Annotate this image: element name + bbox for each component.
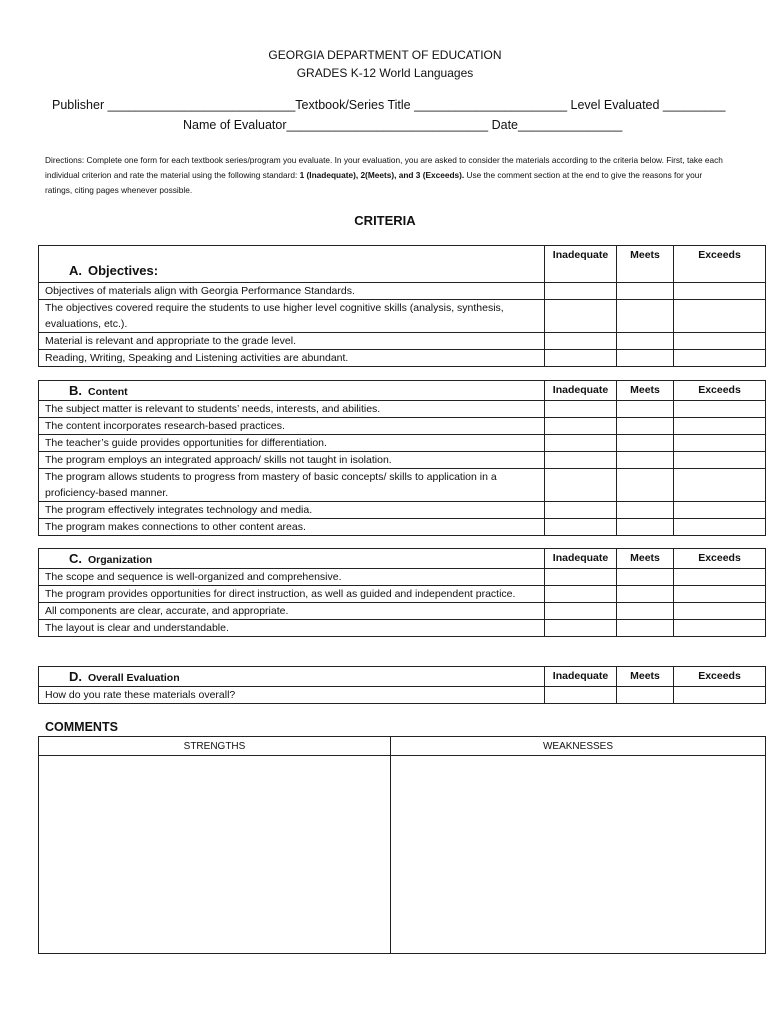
rating-cell[interactable] (617, 452, 674, 469)
rating-cell[interactable] (674, 620, 766, 637)
header-meets: Meets (617, 381, 674, 401)
header-meets: Meets (617, 667, 674, 687)
section-d-heading: D. Overall Evaluation (39, 667, 545, 687)
criterion-row: Objectives of materials align with Georgia Performance Standards. (39, 283, 766, 300)
criterion-row: The teacher’s guide provides opportunities for differentiation. (39, 435, 766, 452)
criterion-row: The layout is clear and understandable. (39, 620, 766, 637)
rating-cell[interactable] (674, 333, 766, 350)
rating-cell[interactable] (617, 469, 674, 502)
weaknesses-header: WEAKNESSES (391, 737, 766, 756)
header-inadequate: Inadequate (545, 667, 617, 687)
rating-cell[interactable] (674, 569, 766, 586)
rating-cell[interactable] (545, 418, 617, 435)
section-b-heading: B. Content (39, 381, 545, 401)
criterion-row: The objectives covered require the students to use higher level cognitive skills (analysis, synthesis, evaluations, etc.). (39, 300, 766, 333)
rating-cell[interactable] (674, 586, 766, 603)
rating-cell[interactable] (545, 435, 617, 452)
rating-cell[interactable] (674, 283, 766, 300)
criterion-row: All components are clear, accurate, and appropriate. (39, 603, 766, 620)
criterion-row: The content incorporates research-based practices. (39, 418, 766, 435)
publisher-textbook-level-fields[interactable]: Publisher ___________________________Textbook/Series Title ______________________ Level Evaluated _________ (52, 98, 726, 112)
header-exceeds: Exceeds (674, 246, 766, 283)
rating-cell[interactable] (617, 283, 674, 300)
section-c-table (38, 548, 766, 637)
rating-cell[interactable] (545, 452, 617, 469)
header-inadequate: Inadequate (545, 381, 617, 401)
rating-cell[interactable] (617, 502, 674, 519)
header-exceeds: Exceeds (674, 549, 766, 569)
directions-text: Directions: Complete one form for each textbook series/program you evaluate. In your evaluation, you are asked to consider the materials according to the criteria below. First, take each individual criterion and rate the material using the following standard: 1 (Inadequate), 2(Meets), and 3 (Exceeds). Use the comment section at the end to give the reasons for your ratings, citing pages whenever possible. (45, 155, 723, 195)
rating-cell[interactable] (617, 401, 674, 418)
rating-cell[interactable] (545, 300, 617, 333)
rating-cell[interactable] (674, 452, 766, 469)
criterion-row: The program makes connections to other content areas. (39, 519, 766, 536)
rating-cell[interactable] (674, 469, 766, 502)
rating-cell[interactable] (545, 401, 617, 418)
criterion-row: The program provides opportunities for direct instruction, as well as guided and independent practice. (39, 586, 766, 603)
rating-cell[interactable] (674, 603, 766, 620)
rating-cell[interactable] (674, 687, 766, 704)
section-a-table (38, 245, 766, 367)
header-inadequate: Inadequate (545, 549, 617, 569)
rating-cell[interactable] (545, 603, 617, 620)
rating-cell[interactable] (545, 586, 617, 603)
criterion-row: The program employs an integrated approach/ skills not taught in isolation. (39, 452, 766, 469)
rating-cell[interactable] (674, 502, 766, 519)
rating-cell[interactable] (545, 569, 617, 586)
rating-cell[interactable] (617, 586, 674, 603)
rating-cell[interactable] (617, 620, 674, 637)
rating-cell[interactable] (674, 350, 766, 367)
rating-cell[interactable] (545, 620, 617, 637)
weaknesses-field[interactable] (391, 756, 766, 954)
criterion-row: The program allows students to progress from mastery of basic concepts/ skills to application in a proficiency-based manner. (39, 469, 766, 502)
criterion-row: The program effectively integrates technology and media. (39, 502, 766, 519)
comments-table (38, 736, 766, 954)
form-title: GEORGIA DEPARTMENT OF EDUCATION (268, 48, 502, 62)
rating-cell[interactable] (617, 435, 674, 452)
rating-cell[interactable] (674, 418, 766, 435)
rating-cell[interactable] (545, 350, 617, 367)
rating-cell[interactable] (617, 569, 674, 586)
section-a-heading: A. Objectives: (39, 246, 545, 283)
header-exceeds: Exceeds (674, 667, 766, 687)
rating-cell[interactable] (617, 300, 674, 333)
criterion-row: The subject matter is relevant to students’ needs, interests, and abilities. (39, 401, 766, 418)
header-meets: Meets (617, 549, 674, 569)
evaluator-date-fields[interactable]: Name of Evaluator_____________________________ Date_______________ (183, 118, 623, 132)
criterion-row: How do you rate these materials overall? (39, 687, 766, 704)
rating-cell[interactable] (617, 418, 674, 435)
header-meets: Meets (617, 246, 674, 283)
section-b-table (38, 380, 766, 536)
header-exceeds: Exceeds (674, 381, 766, 401)
form-subtitle: GRADES K-12 World Languages (296, 66, 474, 80)
rating-cell[interactable] (545, 519, 617, 536)
rating-cell[interactable] (545, 283, 617, 300)
rating-cell[interactable] (545, 502, 617, 519)
rating-cell[interactable] (674, 300, 766, 333)
criterion-row: The scope and sequence is well-organized and comprehensive. (39, 569, 766, 586)
strengths-field[interactable] (39, 756, 391, 954)
rating-cell[interactable] (674, 519, 766, 536)
rating-cell[interactable] (617, 519, 674, 536)
rating-cell[interactable] (617, 603, 674, 620)
rating-cell[interactable] (545, 333, 617, 350)
rating-cell[interactable] (545, 469, 617, 502)
criterion-row: Reading, Writing, Speaking and Listening activities are abundant. (39, 350, 766, 367)
criterion-row: Material is relevant and appropriate to the grade level. (39, 333, 766, 350)
rating-cell[interactable] (617, 350, 674, 367)
criteria-heading: CRITERIA (354, 213, 416, 228)
header-inadequate: Inadequate (545, 246, 617, 283)
rating-cell[interactable] (674, 435, 766, 452)
rating-cell[interactable] (674, 401, 766, 418)
rating-cell[interactable] (617, 333, 674, 350)
strengths-header: STRENGTHS (39, 737, 391, 756)
rating-cell[interactable] (617, 687, 674, 704)
rating-cell[interactable] (545, 687, 617, 704)
section-d-table (38, 666, 766, 704)
comments-heading: COMMENTS (45, 720, 118, 734)
section-c-heading: C. Organization (39, 549, 545, 569)
